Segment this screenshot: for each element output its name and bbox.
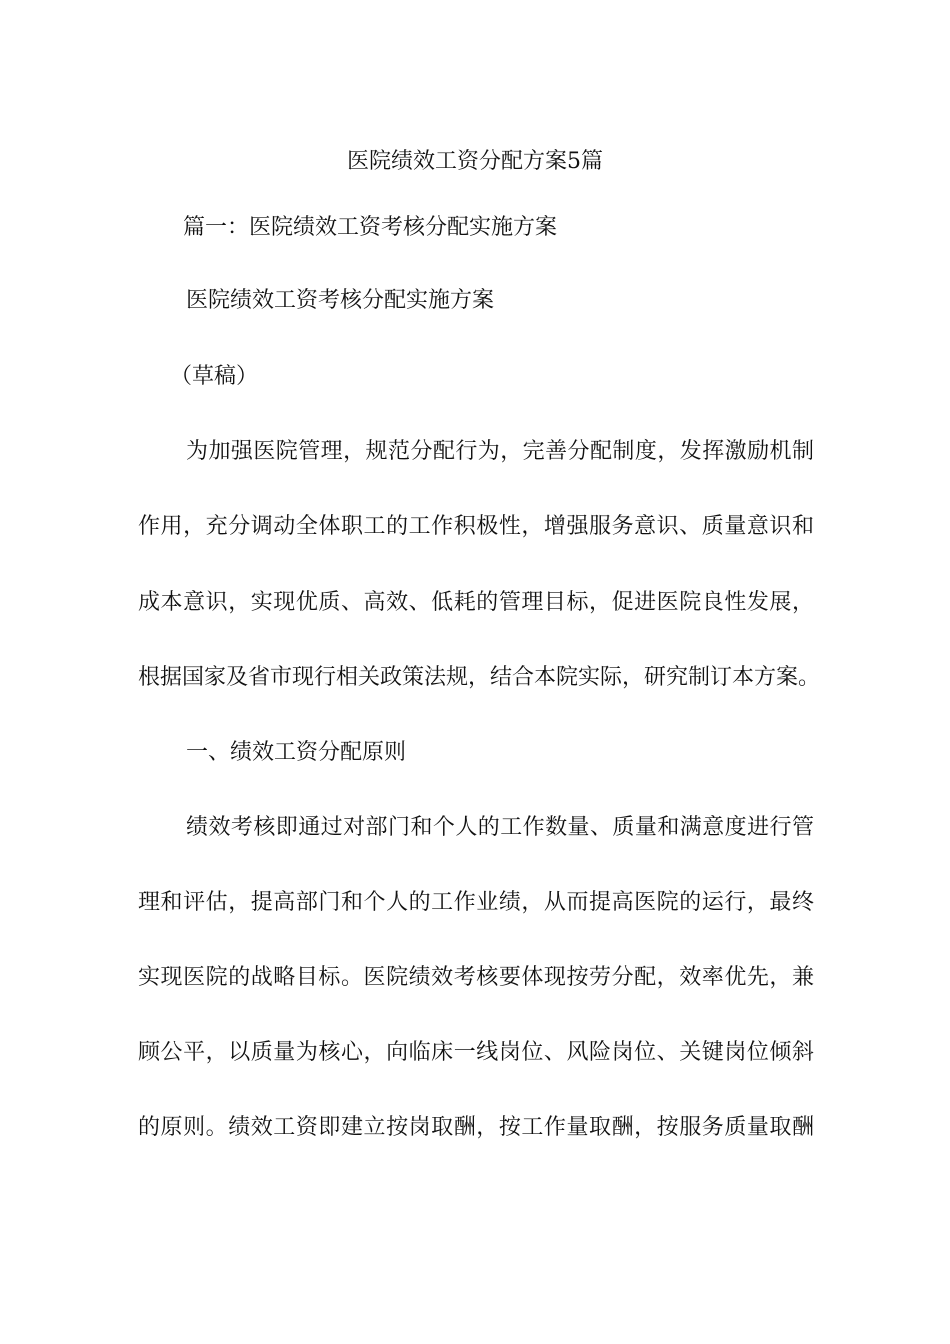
document-title: 医院绩效工资分配方案5篇 bbox=[347, 149, 603, 174]
section-paragraph-line: 的原则。绩效工资即建立按岗取酬，按工作量取酬，按服务质量取酬 bbox=[138, 1115, 814, 1140]
intro-paragraph-line: 作用，充分调动全体职工的工作积极性，增强服务意识、质量意识和 bbox=[138, 514, 814, 539]
section-paragraph-line: 实现医院的战略目标。医院绩效考核要体现按劳分配，效率优先，兼 bbox=[138, 965, 814, 990]
section-paragraph-line: 顾公平，以质量为核心，向临床一线岗位、风险岗位、关键岗位倾斜 bbox=[138, 1040, 814, 1065]
section-paragraph-line: 绩效考核即通过对部门和个人的工作数量、质量和满意度进行管 bbox=[186, 815, 814, 840]
intro-paragraph-line: 为加强医院管理，规范分配行为，完善分配制度，发挥激励机制 bbox=[186, 439, 814, 464]
part-heading: 篇一：医院绩效工资考核分配实施方案 bbox=[183, 215, 558, 240]
draft-note: （草稿） bbox=[170, 364, 259, 389]
intro-paragraph-line: 根据国家及省市现行相关政策法规，结合本院实际，研究制订本方案。 bbox=[138, 665, 821, 690]
section-paragraph-line: 理和评估，提高部门和个人的工作业绩，从而提高医院的运行，最终 bbox=[138, 890, 814, 915]
plan-subtitle: 医院绩效工资考核分配实施方案 bbox=[186, 288, 495, 313]
section-heading: 一、绩效工资分配原则 bbox=[186, 740, 407, 765]
intro-paragraph-line: 成本意识，实现优质、高效、低耗的管理目标，促进医院良性发展， bbox=[138, 590, 814, 615]
